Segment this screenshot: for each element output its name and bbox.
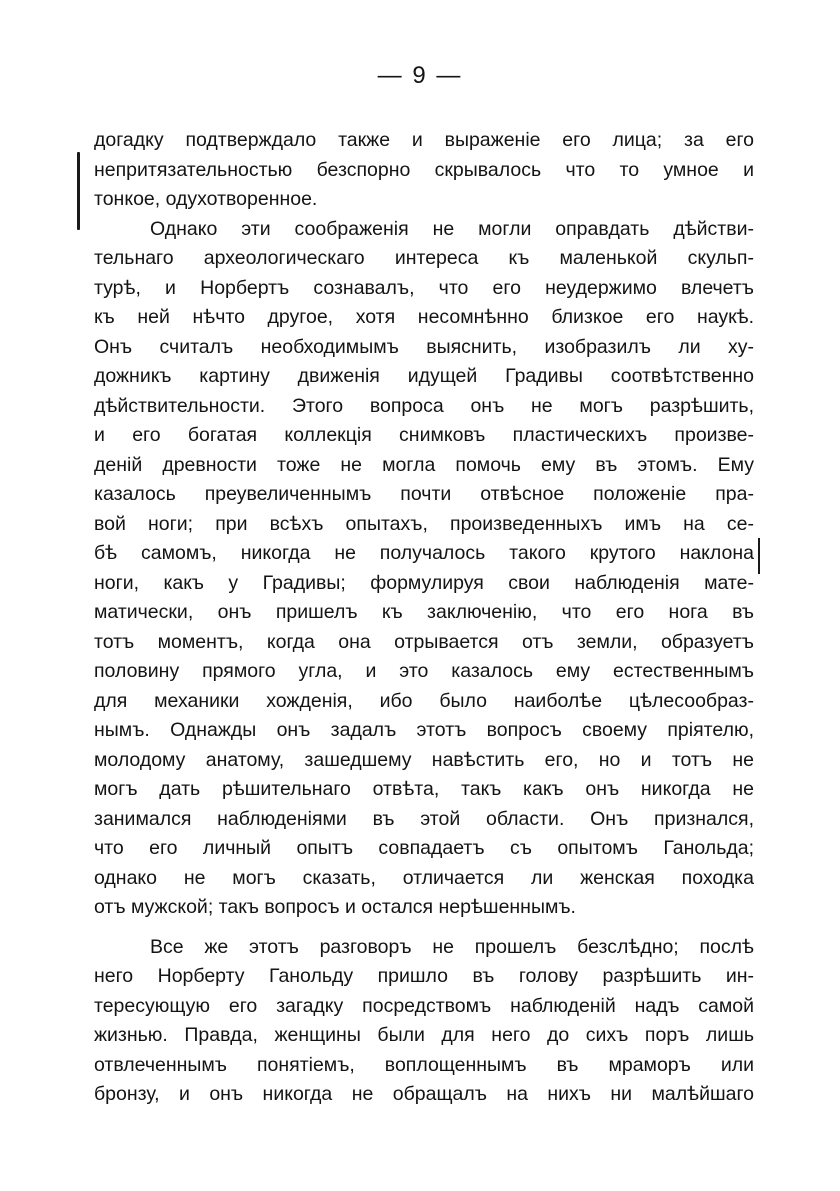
text-line: отвлеченнымъ понятіемъ, воплощеннымъ въ мраморъ или bbox=[94, 1053, 754, 1076]
text-line: жизнью. Правда, женщины были для него до сихъ поръ лишь bbox=[94, 1024, 754, 1046]
text-line: казалось преувеличеннымъ почти отвѣсное положеніе пра- bbox=[94, 483, 754, 505]
margin-pencil-mark bbox=[77, 152, 80, 230]
text-line: могъ дать рѣшительнаго отвѣта, такъ какъ онъ никогда не bbox=[94, 778, 754, 800]
text-line: дѣйствительности. Этого вопроса онъ не могъ разрѣшить, bbox=[94, 394, 754, 417]
text-line: тонкое, одухотворенное. bbox=[94, 188, 318, 210]
paragraph-1 bbox=[94, 126, 754, 215]
text-line: что его личный опытъ совпадаетъ съ опытомъ Ганольда; bbox=[94, 837, 754, 859]
page-number: — 9 — bbox=[377, 62, 463, 89]
text-line: дожникъ картину движенія идущей Градивы соотвѣтственно bbox=[94, 365, 754, 387]
text-line: половину прямого угла, и это казалось ему естественнымъ bbox=[94, 660, 754, 682]
text-line: непритязательностью безспорно скрывалось что то умное и bbox=[94, 158, 754, 181]
text-line: Однако эти соображенія не могли оправдать дѣйстви- bbox=[150, 217, 754, 240]
paragraph-2 bbox=[94, 215, 754, 923]
text-line: Онъ считалъ необходимымъ выяснить, изобразилъ ли ху- bbox=[94, 335, 754, 358]
text-line: нымъ. Однажды онъ задалъ этотъ вопросъ своему пріятелю, bbox=[94, 719, 754, 741]
text-line: тельнаго археологическаго интереса къ маленькой скульп- bbox=[94, 247, 754, 269]
text-line: деній древности тоже не могла помочь ему въ этомъ. Ему bbox=[94, 453, 754, 476]
text-line: матически, онъ пришелъ къ заключенію, что его нога въ bbox=[94, 601, 754, 623]
text-line: и его богатая коллекція снимковъ пластическихъ произве- bbox=[94, 424, 754, 446]
text-line: ноги, какъ у Градивы; формулируя свои наблюденія мате- bbox=[94, 571, 754, 594]
text-line: тересующую его загадку посредствомъ наблюденій надъ самой bbox=[94, 994, 754, 1017]
text-line: него Норберту Ганольду пришло въ голову разрѣшить ин- bbox=[94, 965, 754, 987]
paragraph-3 bbox=[94, 933, 754, 1110]
text-line: занимался наблюденіями въ этой области. Онъ признался, bbox=[94, 807, 754, 830]
text-line: для механики хожденія, ибо было наиболѣе цѣлесообраз- bbox=[94, 689, 754, 712]
text-line: догадку подтверждало также и выраженіе его лица; за его bbox=[94, 129, 754, 151]
text-line: бѣ самомъ, никогда не получалось такого крутого наклона bbox=[94, 542, 754, 564]
text-line: къ ней нѣчто другое, хотя несомнѣнно близкое его наукѣ. bbox=[94, 306, 754, 328]
text-line: Все же этотъ разговоръ не прошелъ безслѣдно; послѣ bbox=[150, 935, 754, 958]
body-text bbox=[94, 126, 754, 1110]
text-line: молодому анатому, зашедшему навѣстить его, но и тотъ не bbox=[94, 748, 754, 771]
text-line: однако не могъ сказать, отличается ли женская походка bbox=[94, 866, 754, 889]
text-line: вой ноги; при всѣхъ опытахъ, произведенныхъ имъ на се- bbox=[94, 512, 754, 535]
text-line: бронзу, и онъ никогда не обращалъ на нихъ ни малѣйшаго bbox=[94, 1083, 754, 1105]
text-line: турѣ, и Норбертъ сознавалъ, что его неудержимо влечетъ bbox=[94, 276, 754, 299]
margin-pencil-mark-right bbox=[758, 538, 760, 574]
text-line: тотъ моментъ, когда она отрывается отъ земли, образуетъ bbox=[94, 630, 754, 653]
text-line: отъ мужской; такъ вопросъ и остался нерѣшеннымъ. bbox=[94, 896, 576, 918]
